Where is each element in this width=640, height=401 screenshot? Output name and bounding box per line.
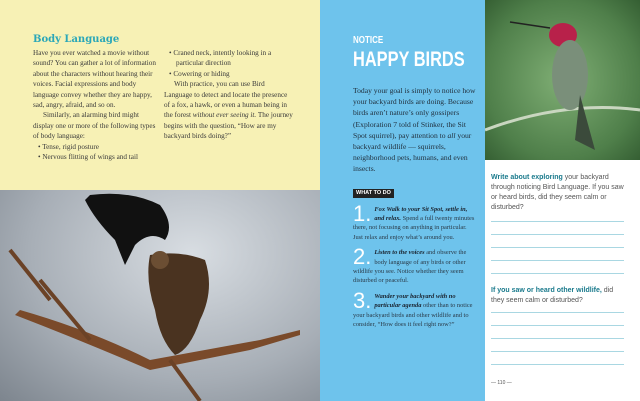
eagles-photo xyxy=(0,190,320,401)
bullet-item: • Craned neck, intently looking in a particular direction xyxy=(169,49,272,68)
activity-panel xyxy=(320,0,485,401)
writing-line[interactable] xyxy=(491,234,624,235)
paragraph: Have you ever watched a movie without sound? You can gather a lot of information about the characters without hearing their voices. Facial expressions and body language convey whether they are happy, sad, angry, afraid, and so on. xyxy=(33,49,156,110)
eagles-illustration xyxy=(0,190,320,401)
bullet-item: • Tense, rigid posture xyxy=(38,142,99,151)
writing-line[interactable] xyxy=(491,351,624,352)
page-number: — 110 — xyxy=(491,380,512,386)
step-2: 2. Listen to the voices and observe the body language of any birds or other wildlife you see. Notice whether they seem disturbed or peaceful. xyxy=(353,248,467,285)
writing-line[interactable] xyxy=(491,325,624,326)
column-2 xyxy=(164,48,294,142)
column-1 xyxy=(33,48,161,162)
what-to-do-label: WHAT TO DO xyxy=(353,189,394,198)
section-heading: Body Language xyxy=(33,34,120,45)
step-1: 1. Fox Walk to your Sit Spot, settle in, and relax. Spend a full twenty minutes there, not focusing on anything in particular. Just relax and enjoy what’s around you. xyxy=(353,204,475,241)
journal-prompt-1: Write about exploring your backyard through noticing Bird Language. If you saw or heard birds, did they seem calm or disturbed? xyxy=(491,174,624,211)
hummingbird-illustration xyxy=(485,0,640,160)
writing-line[interactable] xyxy=(491,273,624,274)
bullet-item: • Cowering or hiding xyxy=(169,69,230,78)
hummingbird-photo xyxy=(485,0,640,160)
writing-line[interactable] xyxy=(491,338,624,339)
writing-line[interactable] xyxy=(491,312,624,313)
step-3: 3. Wander your backyard with no particular agenda other than to notice your backyard birds and other wildlife and to consider, “How does it feel right now?” xyxy=(353,291,473,329)
writing-line[interactable] xyxy=(491,247,624,248)
paragraph: Similarly, an alarming bird might display one or more of the following types of body language: xyxy=(33,111,156,141)
bullet-item: • Nervous flitting of wings and tail xyxy=(38,153,138,162)
paragraph: With practice, you can use Bird Language to detect and locate the presence of a fox, a hawk, or even a human being in the forest without ever seeing it. The journey begins with the question, “How are my backyard birds doing?” xyxy=(164,80,293,141)
writing-line[interactable] xyxy=(491,364,624,365)
journal-prompt-2: If you saw or heard other wildlife, did they seem calm or disturbed? xyxy=(491,287,614,304)
page-title: HAPPY BIRDS xyxy=(353,48,465,71)
body-language-panel xyxy=(0,0,320,190)
writing-line[interactable] xyxy=(491,260,624,261)
kicker: NOTICE xyxy=(353,35,384,46)
intro-paragraph: Today your goal is simply to notice how your backyard birds are doing. Because birds aren’t nature’s only gossipers (Exploration 7 told of Stinker, the Sit Spot squirrel), pay attention to all your backyard wildlife — squirrels, neighborhood pets, humans, and even insects. xyxy=(353,86,476,174)
writing-line[interactable] xyxy=(491,221,624,222)
